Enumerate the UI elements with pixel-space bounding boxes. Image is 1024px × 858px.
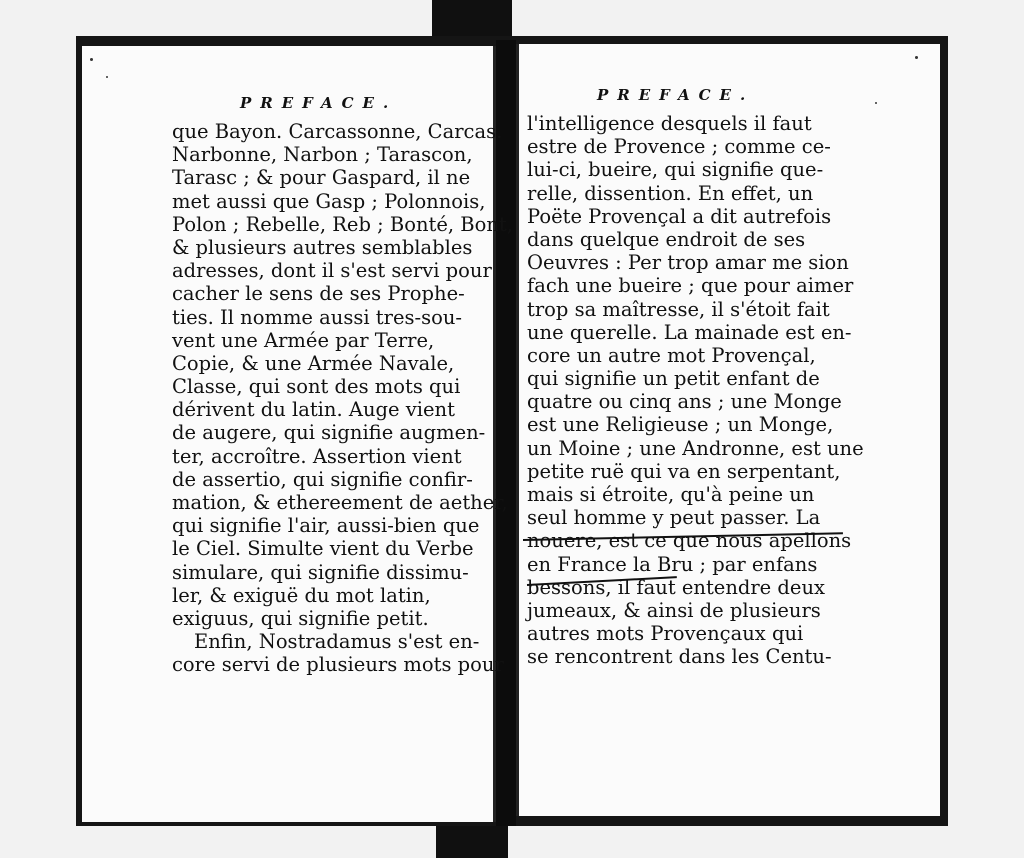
text-line: mation, & ethereement de aether, (172, 491, 508, 514)
paper-speck (875, 102, 877, 104)
text-line: petite ruë qui va en serpentant, (527, 459, 841, 483)
text-line: Tarasc ; & pour Gaspard, il ne (172, 166, 471, 190)
text-line: ties. Il nomme aussi tres-sou- (172, 305, 462, 329)
text-line: Classe, qui sont des mots qui (172, 375, 461, 399)
text-line: estre de Provence ; comme ce- (527, 135, 831, 159)
text-line: core servi de plusieurs mots pour (172, 653, 504, 677)
text-line: Narbonne, Narbon ; Tarascon, (172, 143, 473, 167)
text-line: autres mots Provençaux qui (527, 622, 804, 646)
text-line: ler, & exiguë du mot latin, (172, 583, 431, 607)
text-line: est une Religieuse ; un Monge, (527, 413, 834, 437)
text-line: relle, dissention. En effet, un (527, 181, 814, 205)
text-line: Enfin, Nostradamus s'est en- (194, 630, 480, 654)
text-line: seul homme y peut passer. La (527, 506, 821, 530)
text-line: & plusieurs autres semblables (172, 235, 473, 259)
text-line: adresses, dont il s'est servi pour (172, 259, 492, 283)
text-line: le Ciel. Simulte vient du Verbe (172, 537, 474, 561)
text-line: l'intelligence desquels il faut (527, 112, 812, 135)
text-line: trop sa maîtresse, il s'étoit fait (527, 297, 830, 321)
text-line: mais si étroite, qu'à peine un (527, 483, 815, 506)
text-line: que Bayon. Carcassonne, Carcas. (172, 120, 503, 143)
paper-speck (106, 76, 108, 78)
text-line: Polon ; Rebelle, Reb ; Bonté, Bont, (172, 212, 513, 236)
text-line: simulare, qui signifie dissimu- (172, 560, 469, 584)
text-line: qui signifie l'air, aussi-bien que (172, 514, 480, 538)
right-running-header: PREFACE. (597, 86, 755, 104)
paper-speck (915, 56, 918, 59)
text-line: de augere, qui signifie augmen- (172, 421, 486, 445)
text-line: exiguus, qui signifie petit. (172, 606, 429, 630)
text-line: lui-ci, bueire, qui signifie que- (527, 158, 824, 182)
right-page (516, 44, 940, 816)
text-line: met aussi que Gasp ; Polonnois, (172, 189, 486, 213)
text-line: quatre ou cinq ans ; une Monge (527, 390, 842, 414)
right-page-text (527, 112, 864, 669)
text-line: de assertio, qui signifie confir- (172, 467, 473, 491)
text-line: bessons, il faut entendre deux (527, 575, 826, 599)
text-line: ter, accroître. Assertion vient (172, 444, 462, 468)
text-line: jumeaux, & ainsi de plusieurs (527, 598, 821, 622)
text-line: en France la Bru ; par enfans (527, 552, 818, 576)
text-line: nouere, est ce que nous apellons (527, 529, 852, 553)
text-line: core un autre mot Provençal, (527, 343, 816, 367)
text-line: une querelle. La mainade est en- (527, 320, 852, 344)
paper-speck (90, 58, 93, 61)
text-line: un Moine ; une Andronne, est une (527, 436, 864, 460)
text-line: vent une Armée par Terre, (172, 328, 435, 352)
text-line: dérivent du latin. Auge vient (172, 398, 455, 422)
text-line: Poëte Provençal a dit autrefois (527, 204, 832, 228)
binding-bottom (436, 822, 508, 858)
text-line: dans quelque endroit de ses (527, 227, 806, 251)
text-line: fach une bueire ; que pour aimer (527, 274, 854, 298)
text-line: Oeuvres : Per trop amar me sion (527, 251, 849, 275)
left-running-header: PREFACE. (240, 94, 398, 112)
text-line: Copie, & une Armée Navale, (172, 351, 455, 375)
text-line: qui signifie un petit enfant de (527, 367, 820, 391)
text-line: cacher le sens de ses Prophe- (172, 282, 465, 306)
text-line: se rencontrent dans les Centu- (527, 645, 832, 669)
left-page-text (172, 120, 513, 677)
left-page (82, 46, 513, 822)
